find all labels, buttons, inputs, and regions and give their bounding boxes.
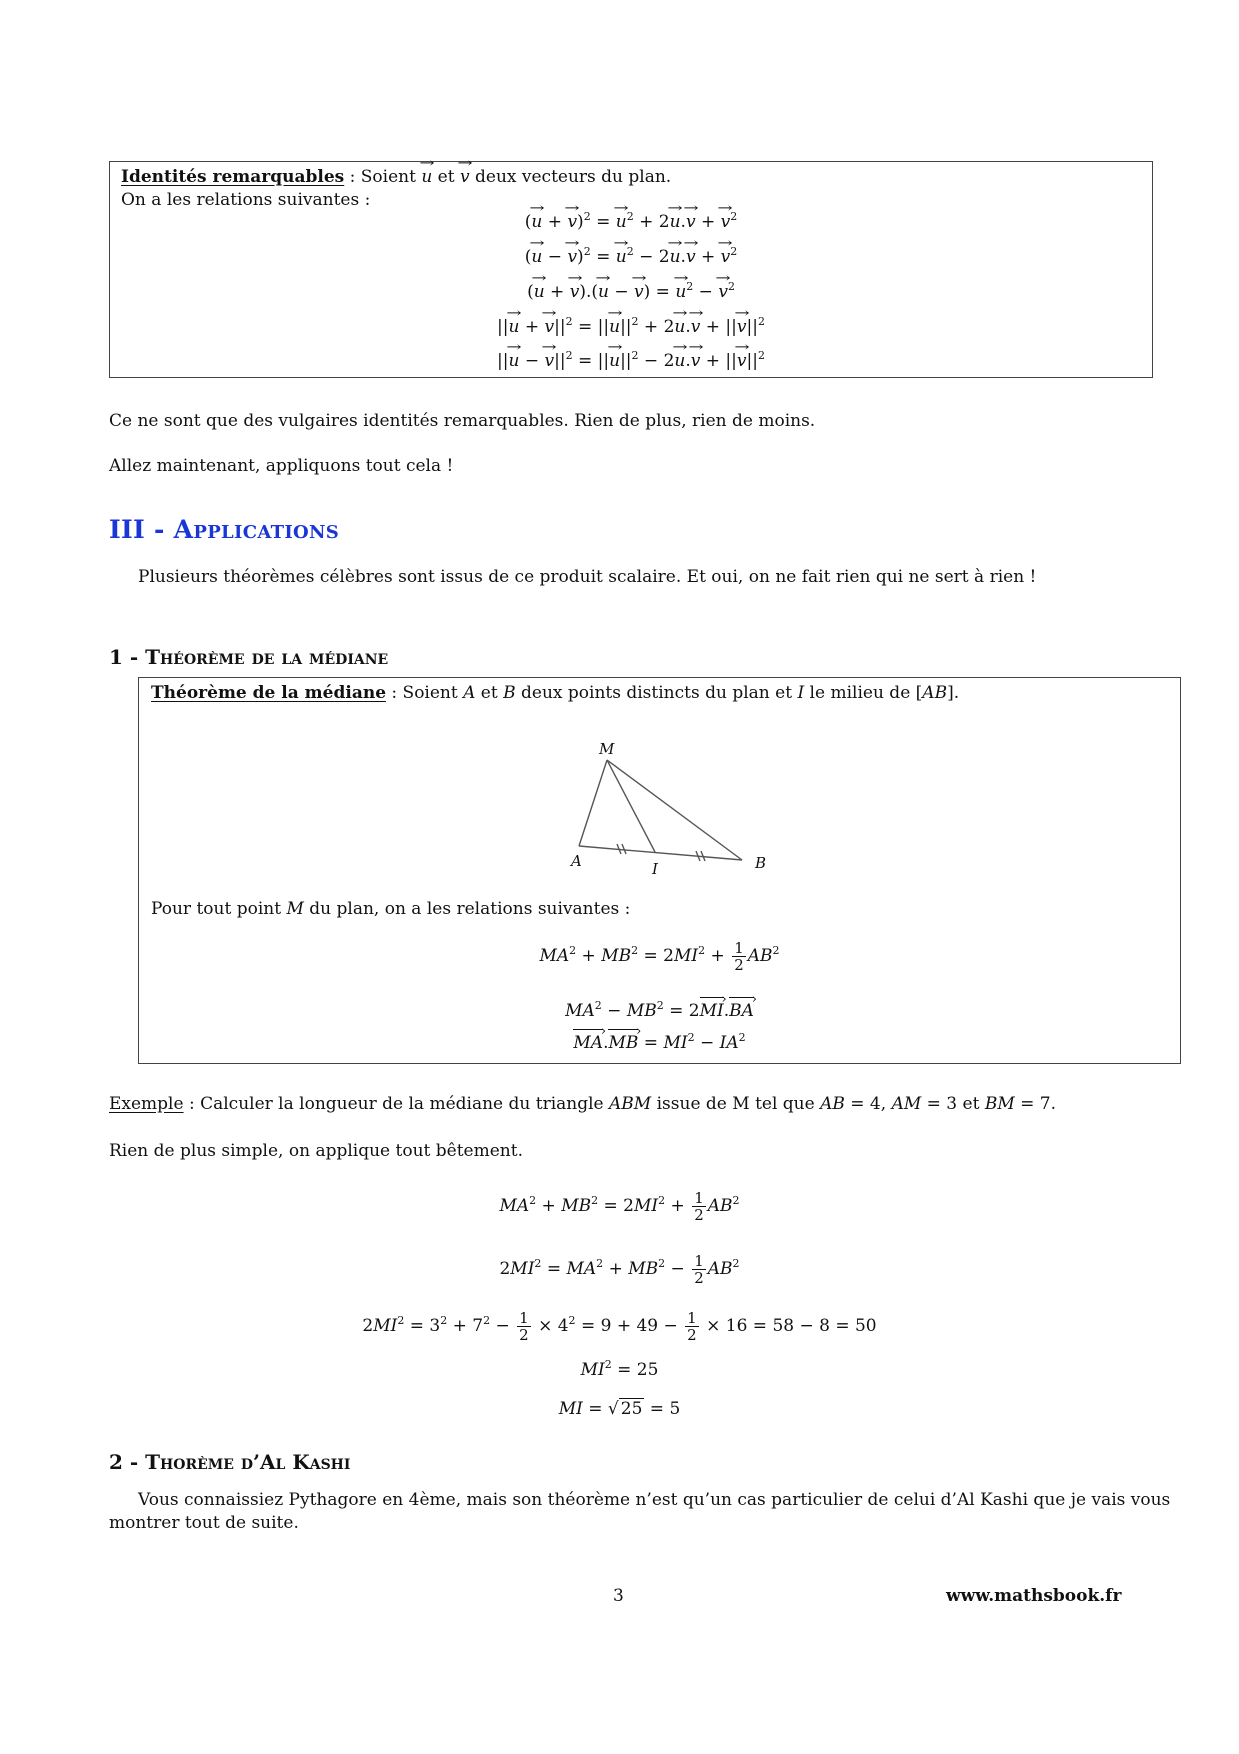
identity-eq-5: ||→ u − → $v||^2$ = ||→ $u||^2 - 2\to u.\to v$ + ||→ $v||^2$ — [110, 349, 1152, 373]
mediane-statement: Théorème de la médiane : Soient A et B deux points distincts du plan et I le milieu de [AB]. — [151, 683, 960, 703]
work-eq-3: $2MI^2 = 3^2 + 7^2$ − $\frac{1}{2}$ × $4^2 = 9 + 49$ − $\frac{1}{2}$ × 16 = 58 − 8 = 50 — [362, 1309, 877, 1344]
label-a: A — [571, 852, 582, 870]
page-number: 3 — [613, 1586, 624, 1606]
subsection-heading-alkashi: 2 - Thorème d’Al Kashi — [109, 1450, 351, 1474]
mediane-eq-3: MA ›.MB › = $MI^2 - IA^2$ — [139, 1031, 1180, 1055]
work-eq-4: $MI^2 = 25$ — [580, 1358, 659, 1380]
identities-box — [109, 161, 1153, 378]
subsection-heading-mediane: 1 - Théorème de la médiane — [109, 645, 389, 669]
median-mi — [607, 760, 655, 852]
identity-eq-4: ||→ u + → $v||^2$ = ||→ $u||^2 + 2\to u.\to v$ + ||→ $v||^2$ — [110, 315, 1152, 339]
work-eq-2: $2MI^2 = MA^2 + MB^2$ − $\frac{1}{2}$ $AB^2$ — [499, 1252, 740, 1287]
identities-intro-line: On a les relations suivantes : — [121, 190, 371, 210]
label-i: I — [652, 860, 658, 878]
identity-eq-2: (→ u − → v)$^2$ = → $u^2 - 2\to u.\to v$ + → $v^2$ — [110, 245, 1152, 269]
triangle-side-ma — [579, 760, 607, 846]
work-eq-5: MI = √ 25 = 5 — [558, 1399, 681, 1419]
identity-eq-3: (→ u + → v).(→ u − → v) = → $u^2$ − → $v^2$ — [110, 280, 1152, 304]
median-triangle-figure — [559, 740, 889, 890]
alkashi-paragraph-line1: Vous connaissiez Pythagore en 4ème, mais son théorème n’est qu’un cas particulier de celui d’Al Kashi que je vais vous — [138, 1490, 1171, 1510]
example-paragraph: Exemple : Calculer la longueur de la médiane du triangle ABM issue de M tel que AB = 4, AM = 3 et BM = 7. — [109, 1094, 1057, 1114]
label-m: M — [599, 740, 615, 758]
footer-website: www.mathsbook.fr — [946, 1586, 1122, 1606]
mediane-theorem-box — [138, 677, 1181, 1064]
section-heading-applications: III - Applications — [109, 515, 340, 544]
section-intro: Plusieurs théorèmes célèbres sont issus de ce produit scalaire. Et oui, on ne fait rien qui ne sert à rien ! — [138, 567, 1037, 587]
paragraph-identities-comment: Ce ne sont que des vulgaires identités remarquables. Rien de plus, rien de moins. — [109, 411, 816, 431]
paragraph-apply: Allez maintenant, appliquons tout cela ! — [109, 456, 454, 476]
mediane-relations-intro: Pour tout point M du plan, on a les relations suivantes : — [151, 899, 631, 919]
mediane-eq-2: $MA^2 - MB^2 = 2MI$ ›.BA › — [139, 999, 1180, 1023]
label-b: B — [755, 854, 767, 872]
identities-title: Identités remarquables — [121, 167, 345, 187]
tick-mark — [622, 844, 626, 854]
mediane-eq-1: $MA^2 + MB^2 = 2MI^2$ + $\frac{1}{2}$ $AB^2$ — [539, 939, 780, 974]
example-label: Exemple — [109, 1094, 184, 1114]
alkashi-paragraph-line2: montrer tout de suite. — [109, 1513, 299, 1533]
triangle-side-mb — [607, 760, 742, 860]
paragraph-simple: Rien de plus simple, on applique tout bêtement. — [109, 1141, 523, 1161]
work-eq-1: $MA^2 + MB^2 = 2MI^2$ + $\frac{1}{2}$ $AB^2$ — [499, 1189, 740, 1224]
identity-eq-1: (→ u + → v)$^2$ = → $u^2 + 2\to u.\to v$ + → $v^2$ — [110, 210, 1152, 234]
mediane-title: Théorème de la médiane — [151, 683, 387, 703]
triangle-side-ab — [579, 846, 742, 860]
identities-heading-line: Identités remarquables : Soient → u et → v deux vecteurs du plan. — [121, 166, 671, 188]
